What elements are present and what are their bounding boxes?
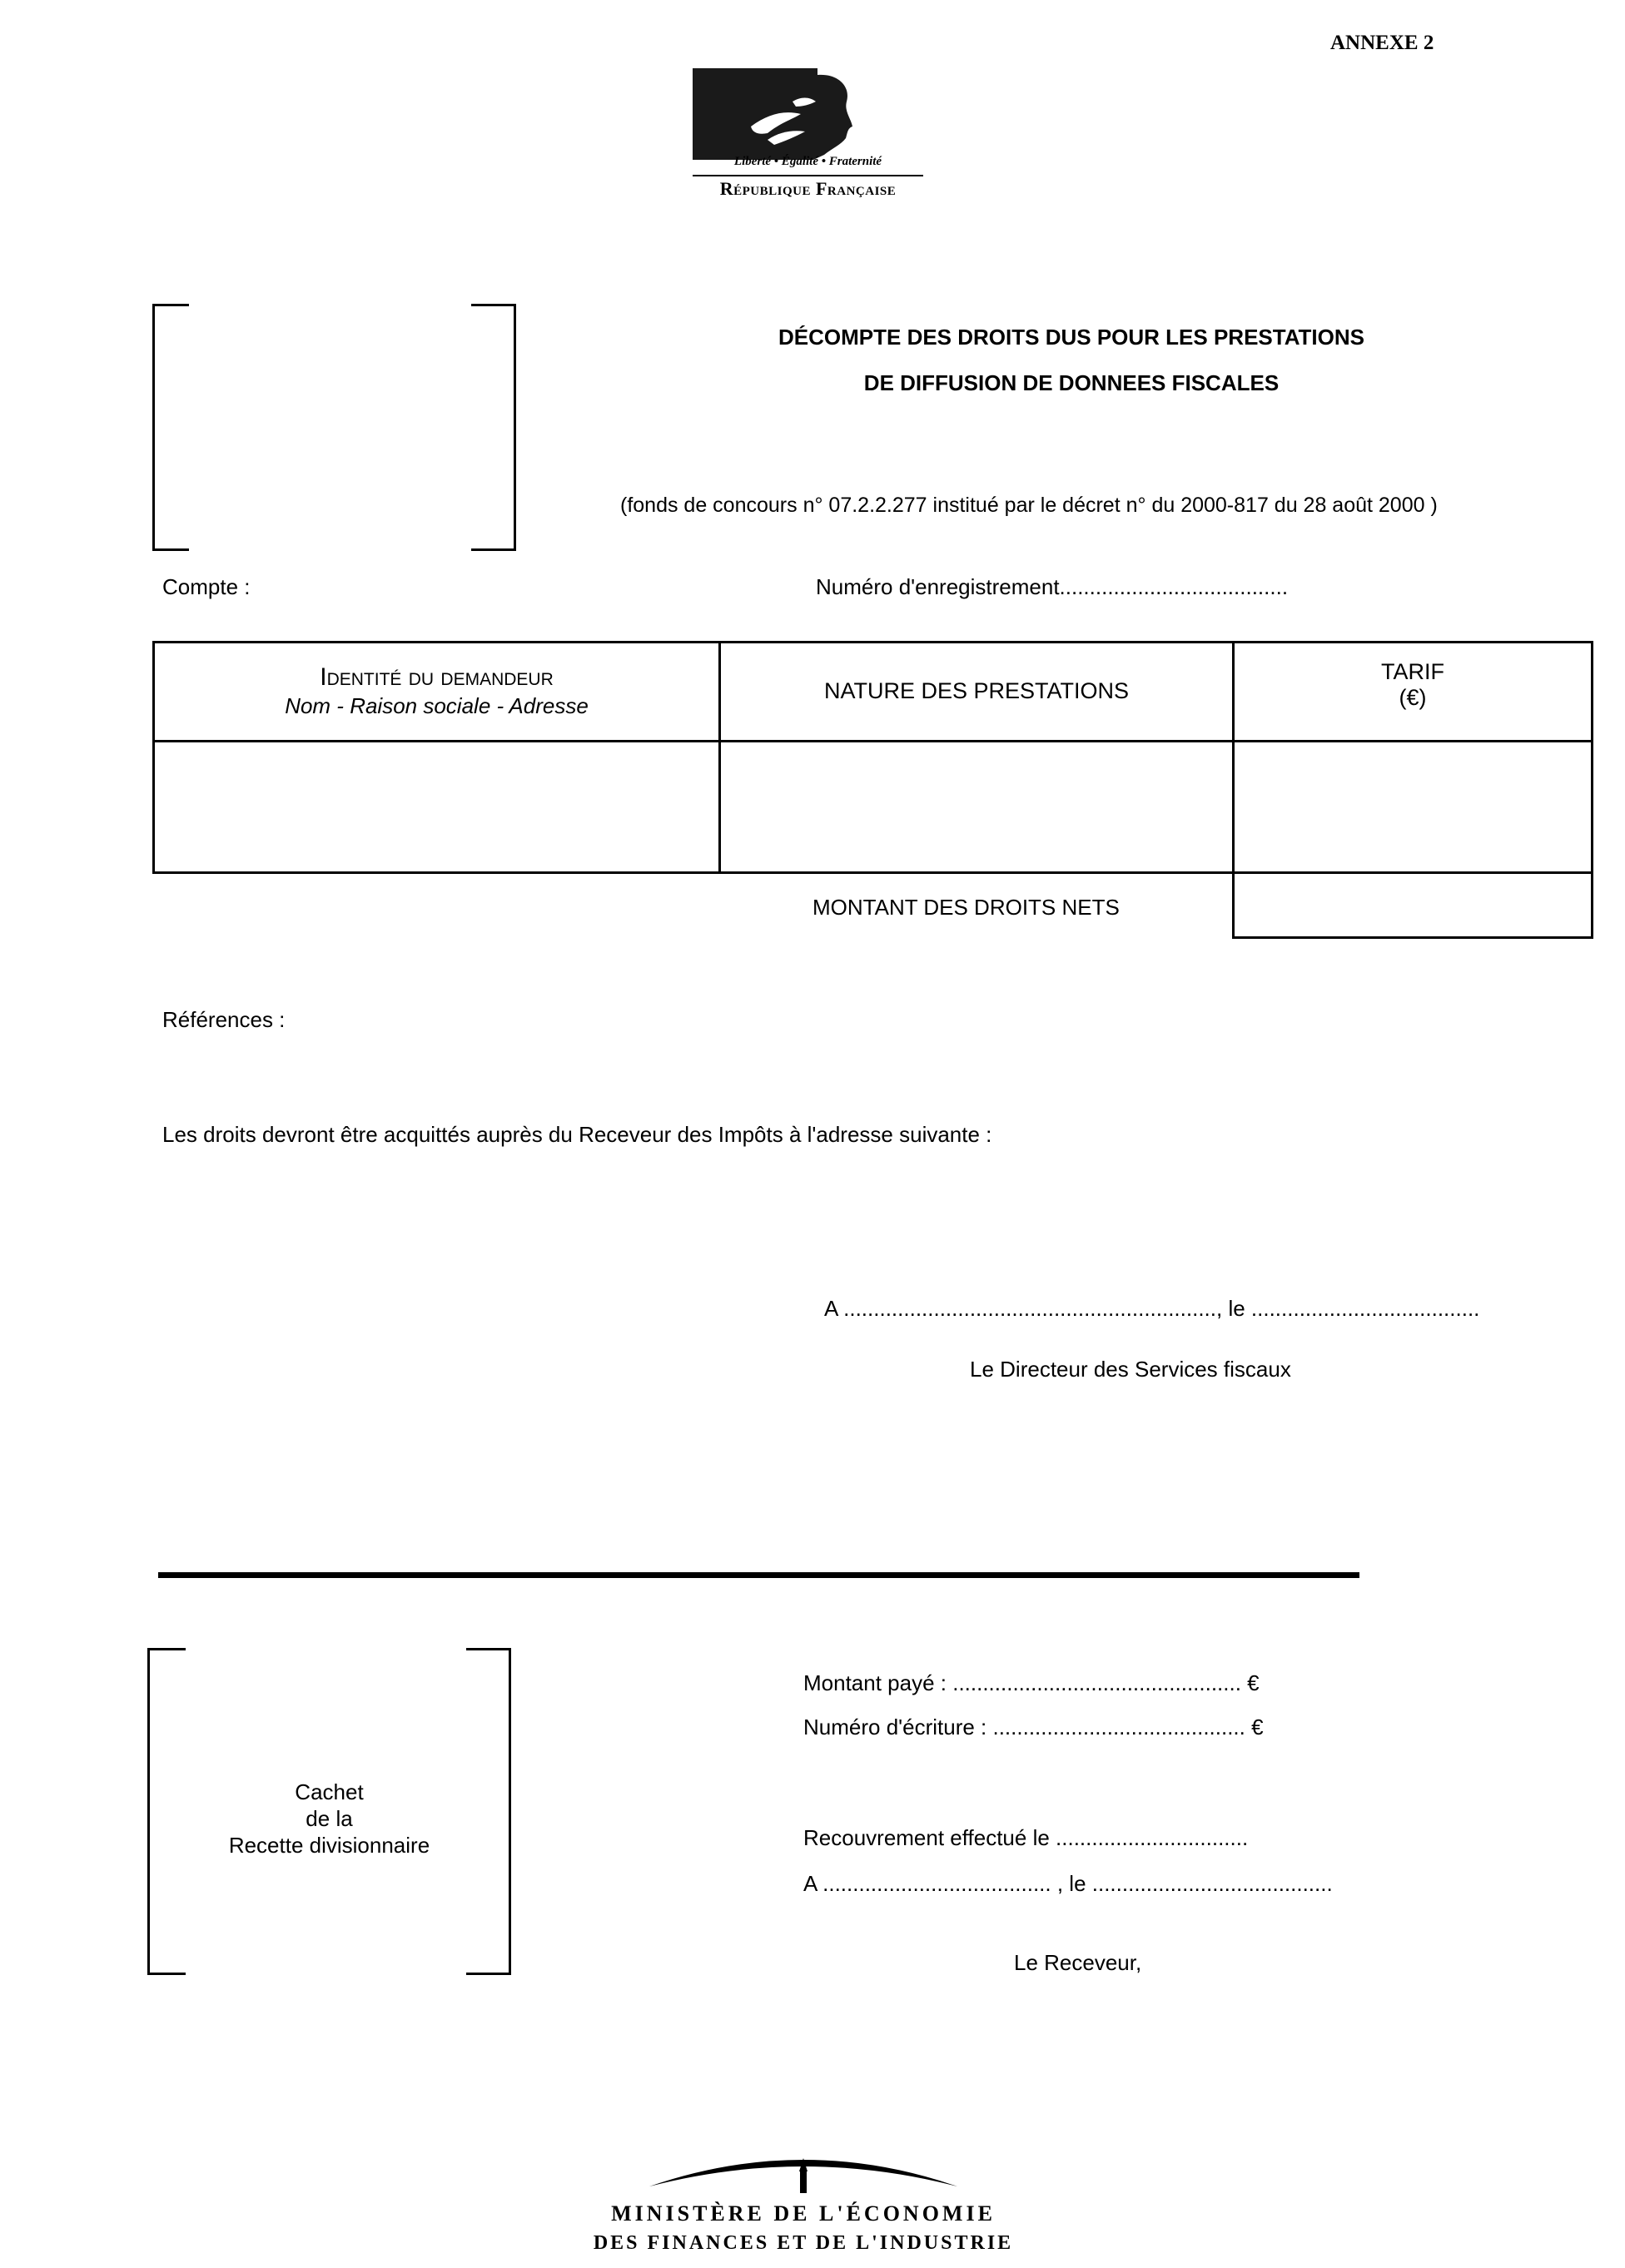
cachet-line1: Cachet	[295, 1779, 364, 1804]
republic-name: République Française	[719, 178, 897, 199]
signature-place-date: A .............................................................., le ......................................	[824, 1296, 1480, 1321]
cachet-line3: Recette divisionnaire	[228, 1833, 430, 1858]
compte-label: Compte :	[162, 574, 251, 599]
section-divider	[158, 1572, 1359, 1578]
annex-label: ANNEXE 2	[1330, 32, 1434, 54]
header-tarif	[1235, 659, 1591, 711]
header-tarif-unit: (€)	[1399, 685, 1427, 710]
document-title-line1: DÉCOMPTE DES DROITS DUS POUR LES PRESTATIONS	[778, 325, 1364, 350]
document-title-line2: DE DIFFUSION DE DONNEES FISCALES	[863, 370, 1280, 395]
nature-prestations-cell[interactable]	[721, 742, 1232, 871]
ministry-name-line2: DES FINANCES ET DE L'INDUSTRIE	[593, 2232, 1014, 2254]
acquittes-text: Les droits devront être acquittés auprès du Receveur des Impôts à l'adresse suivante :	[162, 1122, 992, 1147]
cachet-text	[147, 1779, 511, 1859]
cachet-line2: de la	[306, 1806, 353, 1831]
directeur-label: Le Directeur des Services fiscaux	[970, 1357, 1291, 1382]
header-tarif-title: TARIF	[1381, 659, 1444, 684]
motto-divider	[693, 175, 923, 176]
marianne-logo	[693, 68, 923, 160]
montant-droits-nets-label: MONTANT DES DROITS NETS	[812, 895, 1120, 920]
address-bracket	[152, 304, 516, 551]
tarif-cell[interactable]	[1235, 742, 1591, 871]
identite-cell[interactable]	[155, 742, 718, 871]
payment-place-date: A ...................................... , le ........................................	[803, 1871, 1333, 1896]
ministry-arch-icon	[645, 2135, 962, 2197]
header-identite-title: Identité du demandeur	[320, 663, 554, 691]
ministry-name-line1: MINISTÈRE DE L'ÉCONOMIE	[611, 2201, 996, 2226]
montant-droits-nets-cell[interactable]	[1235, 874, 1591, 936]
header-identite	[155, 663, 718, 719]
fonds-concours-text: (fonds de concours n° 07.2.2.277 institué par le décret n° du 2000-817 du 28 août 2000 )	[620, 494, 1438, 517]
header-nature-prestations: NATURE DES PRESTATIONS	[823, 678, 1130, 703]
references-label: Références :	[162, 1007, 286, 1032]
marianne-profile-icon	[693, 68, 923, 160]
header-identite-subtitle: Nom - Raison sociale - Adresse	[285, 693, 589, 718]
receveur-label: Le Receveur,	[1014, 1950, 1142, 1975]
numero-enregistrement: Numéro d'enregistrement......................................	[816, 574, 1289, 599]
montant-paye: Montant payé : ................................................ €	[803, 1670, 1260, 1695]
republic-motto: Liberté • Égalité • Fraternité	[733, 155, 882, 168]
ministry-logo	[645, 2135, 962, 2197]
prestations-table	[152, 641, 1593, 940]
numero-ecriture: Numéro d'écriture : .......................................... €	[803, 1715, 1264, 1739]
recouvrement-effectue: Recouvrement effectué le ................................	[803, 1825, 1249, 1850]
cachet-bracket	[147, 1648, 511, 1975]
